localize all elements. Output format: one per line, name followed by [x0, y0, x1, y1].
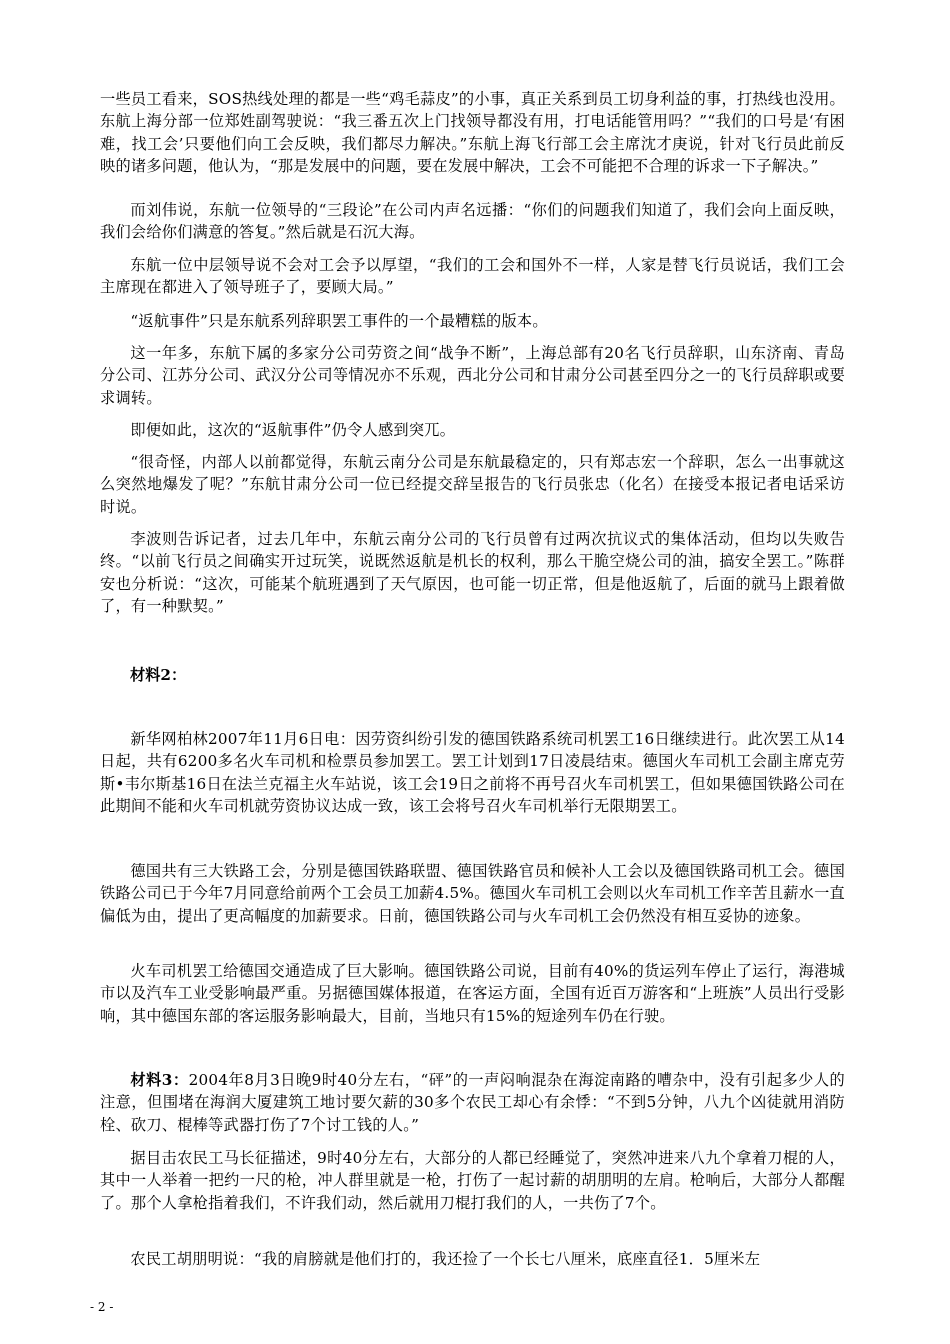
- page-number: - 2 -: [90, 1300, 114, 1314]
- paragraph: 李波则告诉记者，过去几年中，东航云南分公司的飞行员曾有过两次抗议式的集体活动，但均以失败告终。“以前飞行员之间确实开过玩笑，说既然返航是机长的权利，那么干脆空烧公司的油，搞安全罢工。”陈群安也分析说：“这次，可能某个航班遇到了天气原因，也可能一切正常，但是他返航了，后面的就马上跟着做了，有一种默契。”: [100, 530, 845, 616]
- material-3-text: 2004年8月3日晚9时40分左右，“砰”的一声闷响混杂在海淀南路的嘈杂中，没有引起多少人的注意，但围堵在海润大厦建筑工地讨要欠薪的30多个农民工却心有余悸：“不到5分钟，八九个凶徒就用消防栓、砍刀、棍棒等武器打伤了7个讨工钱的人。”: [100, 1071, 845, 1134]
- paragraph: “返航事件”只是东航系列辞职罢工事件的一个最糟糕的版本。: [130, 312, 548, 330]
- material-2-heading: 材料2：: [130, 666, 187, 684]
- paragraph: 一些员工看来，SOS热线处理的都是一些“鸡毛蒜皮”的小事，真正关系到员工切身利益的事，打热线也没用。东航上海分部一位郑姓副驾驶说：“我三番五次上门找领导都没有用，打电话能管用吗？”“我们的口号是‘有困难，找工会’只要他们向工会反映，我们都尽力解决。”东航上海飞行部工会主席沈才庚说，针对飞行员此前反映的诸多问题，他认为，“那是发展中的问题，要在发展中解决，工会不可能把不合理的诉求一下子解决。”: [100, 90, 845, 176]
- paragraph: 据目击农民工马长征描述，9时40分左右，大部分的人都已经睡觉了，突然冲进来八九个拿着刀棍的人，其中一人举着一把约一尺的枪，冲人群里就是一枪，打伤了一起讨薪的胡朋明的左肩。枪响后，大部分人都醒了。那个人拿枪指着我们，不许我们动，然后就用刀棍打我们的人，一共伤了7个。: [100, 1149, 845, 1212]
- paragraph: 农民工胡朋明说：“我的肩膀就是他们打的，我还捡了一个长七八厘米，底座直径1．5厘米左: [130, 1250, 761, 1268]
- paragraph: 而刘伟说，东航一位领导的“三段论”在公司内声名远播：“你们的问题我们知道了，我们会向上面反映，我们会给你们满意的答复。”然后就是石沉大海。: [100, 201, 845, 242]
- paragraph: 火车司机罢工给德国交通造成了巨大影响。德国铁路公司说，目前有40%的货运列车停止了运行，海港城市以及汽车工业受影响最严重。另据德国媒体报道，在客运方面，全国有近百万游客和“上班族”人员出行受影响，其中德国东部的客运服务影响最大，目前，当地只有15%的短途列车仍在行驶。: [100, 962, 845, 1025]
- paragraph: 新华网柏林2007年11月6日电：因劳资纠纷引发的德国铁路系统司机罢工16日继续进行。此次罢工从14日起，共有6200多名火车司机和检票员参加罢工。罢工计划到17日凌晨结束。德国火车司机工会副主席克劳斯•韦尔斯基16日在法兰克福主火车站说，该工会19日之前将不再号召火车司机罢工，但如果德国铁路公司在此期间不能和火车司机就劳资协议达成一致，该工会将号召火车司机举行无限期罢工。: [100, 730, 845, 816]
- paragraph: “很奇怪，内部人以前都觉得，东航云南分公司是东航最稳定的，只有郑志宏一个辞职，怎么一出事就这么突然地爆发了呢？”东航甘肃分公司一位已经提交辞呈报告的飞行员张忠（化名）在接受本报记者电话采访时说。: [100, 453, 845, 516]
- paragraph: 德国共有三大铁路工会，分别是德国铁路联盟、德国铁路官员和候补人工会以及德国铁路司机工会。德国铁路公司已于今年7月同意给前两个工会员工加薪4.5%。德国火车司机工会则以火车司机工作辛苦且薪水一直偏低为由，提出了更高幅度的加薪要求。日前，德国铁路公司与火车司机工会仍然没有相互妥协的迹象。: [100, 862, 845, 925]
- paragraph: 东航一位中层领导说不会对工会予以厚望，“我们的工会和国外不一样，人家是替飞行员说话，我们工会主席现在都进入了领导班子了，要顾大局。”: [100, 256, 845, 297]
- paragraph: 即便如此，这次的“返航事件”仍令人感到突兀。: [130, 421, 456, 439]
- paragraph: 这一年多，东航下属的多家分公司劳资之间“战争不断”，上海总部有20名飞行员辞职，山东济南、青岛分公司、江苏分公司、武汉分公司等情况亦不乐观，西北分公司和甘肃分公司甚至四分之一的飞行员辞职或要求调转。: [100, 344, 845, 407]
- material-3-paragraph: [100, 1069, 845, 1136]
- material-3-label: 材料3：: [130, 1071, 189, 1089]
